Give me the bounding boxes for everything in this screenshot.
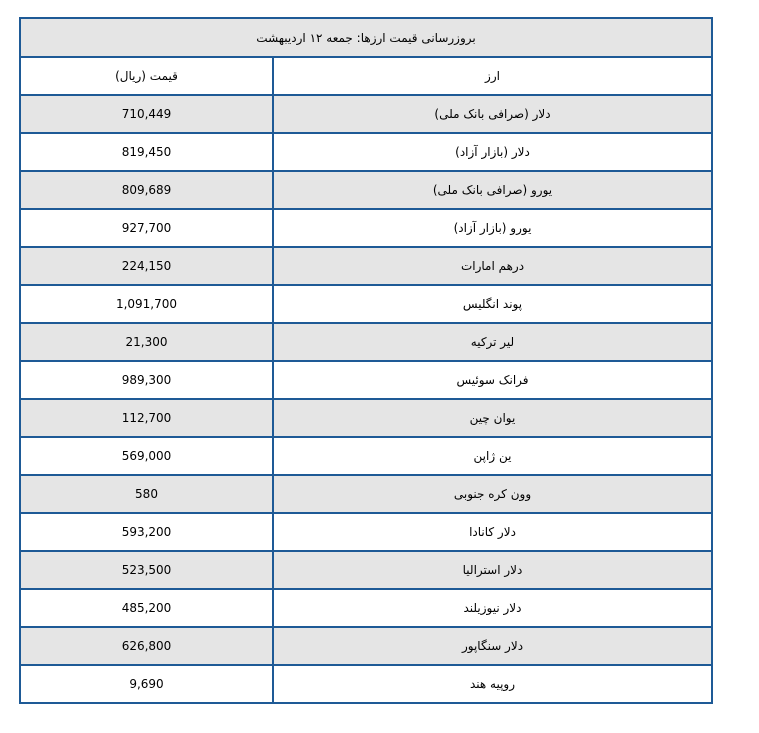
currency-name: ین ژاپن	[273, 437, 712, 475]
currency-name: دلار کانادا	[273, 513, 712, 551]
price-value: 710,449	[121, 107, 172, 121]
currency-table-container	[19, 17, 711, 704]
table-row	[20, 361, 712, 399]
price-value: 580	[135, 487, 158, 501]
currency-price	[20, 437, 273, 475]
table-row	[20, 323, 712, 361]
currency-price	[20, 133, 273, 171]
price-value: 21,300	[125, 335, 168, 349]
currency-price	[20, 627, 273, 665]
table-row	[20, 133, 712, 171]
price-value: 485,200	[121, 601, 172, 615]
currency-name: دلار نیوزیلند	[273, 589, 712, 627]
price-value: 593,200	[121, 525, 172, 539]
header-currency: ارز	[273, 57, 712, 95]
currency-price	[20, 513, 273, 551]
price-value: 569,000	[121, 449, 172, 463]
currency-name: دلار سنگاپور	[273, 627, 712, 665]
price-value: 819,450	[121, 145, 172, 159]
price-value: 224,150	[121, 259, 172, 273]
currency-price-table	[19, 17, 713, 704]
currency-name: دلار (بازار آزاد)	[273, 133, 712, 171]
table-row	[20, 627, 712, 665]
currency-price	[20, 551, 273, 589]
table-row	[20, 247, 712, 285]
header-price: قیمت (ریال)	[20, 57, 273, 95]
currency-price	[20, 171, 273, 209]
table-caption-row	[20, 18, 712, 57]
currency-price	[20, 209, 273, 247]
currency-name: روپیه هند	[273, 665, 712, 703]
currency-price	[20, 665, 273, 703]
currency-price	[20, 589, 273, 627]
table-row	[20, 285, 712, 323]
table-row	[20, 513, 712, 551]
currency-price	[20, 95, 273, 133]
table-caption: بروزرسانی قیمت ارزها: جمعه ۱۲ اردیبهشت	[20, 18, 712, 57]
currency-name: دلار استرالیا	[273, 551, 712, 589]
table-header-row	[20, 57, 712, 95]
currency-name: یورو (بازار آزاد)	[273, 209, 712, 247]
currency-price	[20, 285, 273, 323]
table-row	[20, 551, 712, 589]
currency-price	[20, 475, 273, 513]
table-row	[20, 437, 712, 475]
table-row	[20, 475, 712, 513]
currency-price	[20, 361, 273, 399]
price-value: 112,700	[121, 411, 172, 425]
currency-price	[20, 247, 273, 285]
currency-name: درهم امارات	[273, 247, 712, 285]
price-value: 626,800	[121, 639, 172, 653]
price-value: 927,700	[121, 221, 172, 235]
price-value: 9,690	[129, 677, 164, 691]
currency-name: فرانک سوئیس	[273, 361, 712, 399]
currency-name: یورو (صرافی بانک ملی)	[273, 171, 712, 209]
currency-name: یوان چین	[273, 399, 712, 437]
currency-name: وون کره جنوبی	[273, 475, 712, 513]
currency-price	[20, 323, 273, 361]
currency-name: پوند انگلیس	[273, 285, 712, 323]
table-row	[20, 665, 712, 703]
price-value: 1,091,700	[115, 297, 178, 311]
currency-name: لیر ترکیه	[273, 323, 712, 361]
currency-name: دلار (صرافی بانک ملی)	[273, 95, 712, 133]
table-row	[20, 399, 712, 437]
price-value: 809,689	[121, 183, 172, 197]
currency-price	[20, 399, 273, 437]
table-row	[20, 95, 712, 133]
table-row	[20, 171, 712, 209]
table-row	[20, 209, 712, 247]
table-row	[20, 589, 712, 627]
price-value: 523,500	[121, 563, 172, 577]
price-value: 989,300	[121, 373, 172, 387]
